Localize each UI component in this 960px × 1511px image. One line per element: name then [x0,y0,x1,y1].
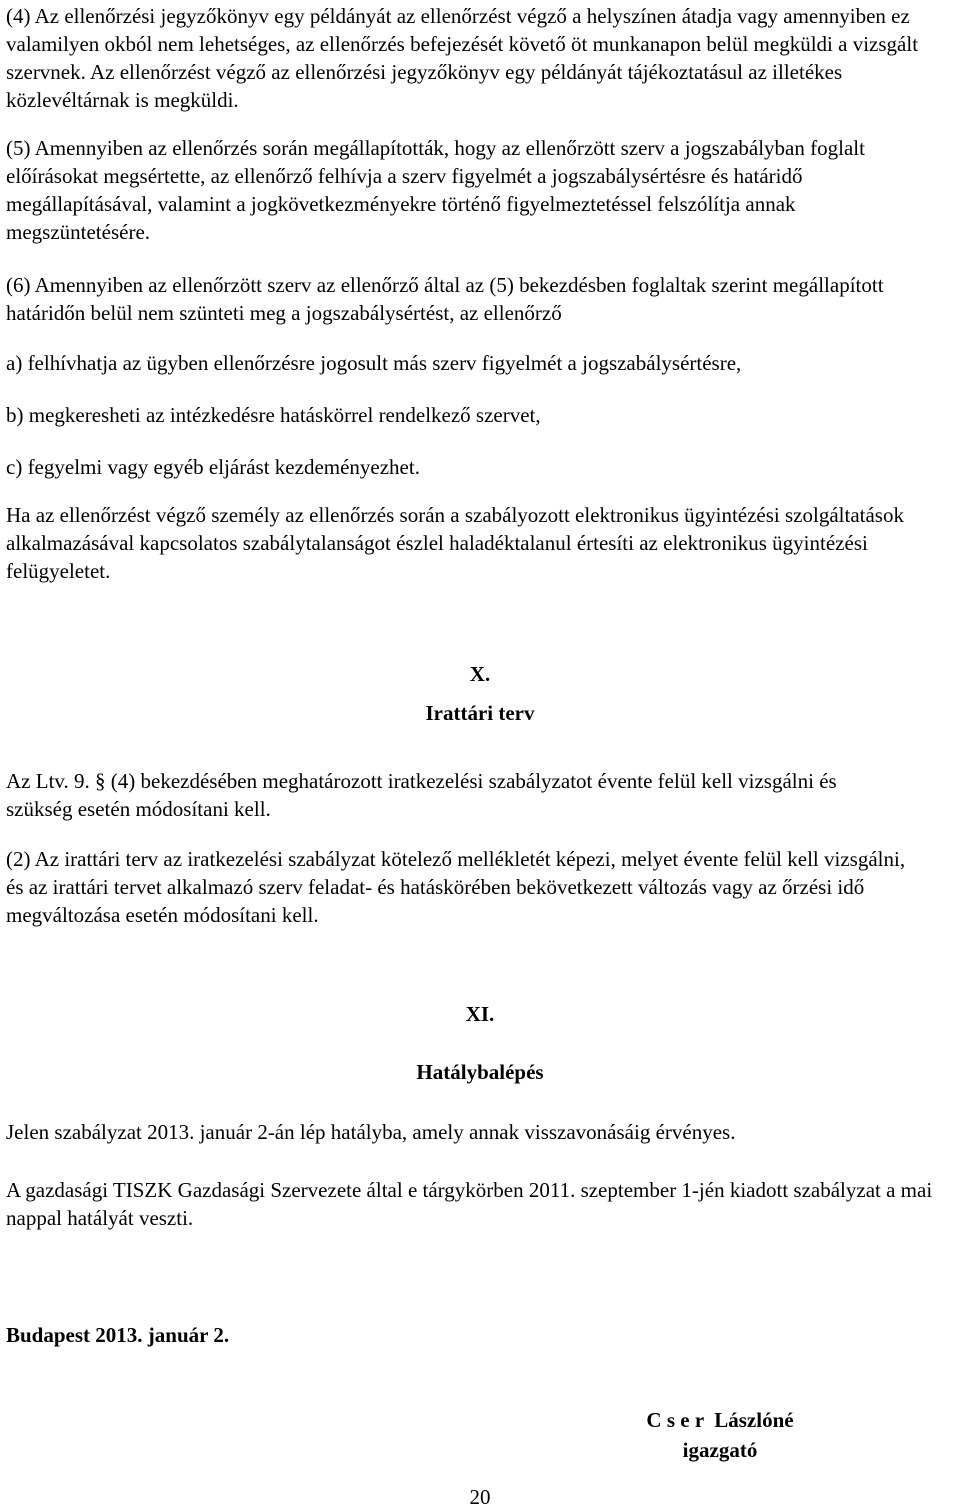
signer-title: igazgató [682,1438,758,1462]
signature-block [590,1405,850,1465]
paragraph-ha: Ha az ellenőrzést végző személy az ellenőrzés során a szabályozott elektronikus ügyintézési szolgáltatások alkalmazásával kapcsolatos szabálytalanságot észlel haladéktalanul értesíti az elektronikus ügyintézési felügyeletet. [6,503,904,583]
item-c: c) fegyelmi vagy egyéb eljárást kezdeményezhet. [6,455,420,479]
item-a: a) felhívhatja az ügyben ellenőrzésre jogosult más szerv figyelmét a jogszabálysértésre, [6,351,742,375]
page-number: 20 [469,1485,491,1509]
section-10-paragraph-2: (2) Az irattári terv az iratkezelési szabályzat kötelező mellékletét képezi, melyet évente felül kell vizsgálni, és az irattári tervet alkalmazó szerv feladat- és hatáskörében bekövetkezett változás vagy az őrzési idő megváltozása esetén módosítani kell. [6,847,906,927]
signer-name: C s e r Lászlóné [646,1408,794,1432]
paragraph-5: (5) Amennyiben az ellenőrzés során megállapították, hogy az ellenőrzött szerv a jogszabályban foglalt előírásokat megsértette, az ellenőrző felhívja a szerv figyelmét a jogszabálysértésre és határidő megállapításával, valamint a jogkövetkezményekre történő figyelmeztetéssel felszólítja annak megszüntetésére. [6,136,865,244]
section-11-paragraph-2: A gazdasági TISZK Gazdasági Szervezete által e tárgykörben 2011. szeptember 1-jén kiadott szabályzat a mai nappal hatályát veszti. [6,1178,933,1230]
item-b: b) megkeresheti az intézkedésre hatáskörrel rendelkező szervet, [6,403,541,427]
section-11-title: Hatálybalépés [416,1060,544,1084]
paragraph-4: (4) Az ellenőrzési jegyzőkönyv egy példányát az ellenőrzést végző a helyszínen átadja vagy amennyiben ez valamilyen okból nem lehetséges, az ellenőrzés befejezését követő öt munkanapon belül megküldi a vizsgált szervnek. Az ellenőrzést végző az ellenőrzési jegyzőkönyv egy példányát tájékoztatásul az illetékes közlevéltárnak is megküldi. [6,4,919,112]
paragraph-6: (6) Amennyiben az ellenőrzött szerv az ellenőrző által az (5) bekezdésben foglaltak szerint megállapított határidőn belül nem szünteti meg a jogszabálysértést, az ellenőrző [6,273,884,325]
section-10-number: X. [469,662,491,686]
section-11-paragraph-1: Jelen szabályzat 2013. január 2-án lép hatályba, amely annak visszavonásáig érvényes. [6,1120,736,1144]
section-11-number: XI. [465,1002,495,1026]
section-10-title: Irattári terv [425,701,535,725]
section-10-paragraph-1: Az Ltv. 9. § (4) bekezdésében meghatározott iratkezelési szabályzatot évente felül kell vizsgálni és szükség esetén módosítani kell. [6,769,837,821]
place-and-date: Budapest 2013. január 2. [6,1323,230,1347]
